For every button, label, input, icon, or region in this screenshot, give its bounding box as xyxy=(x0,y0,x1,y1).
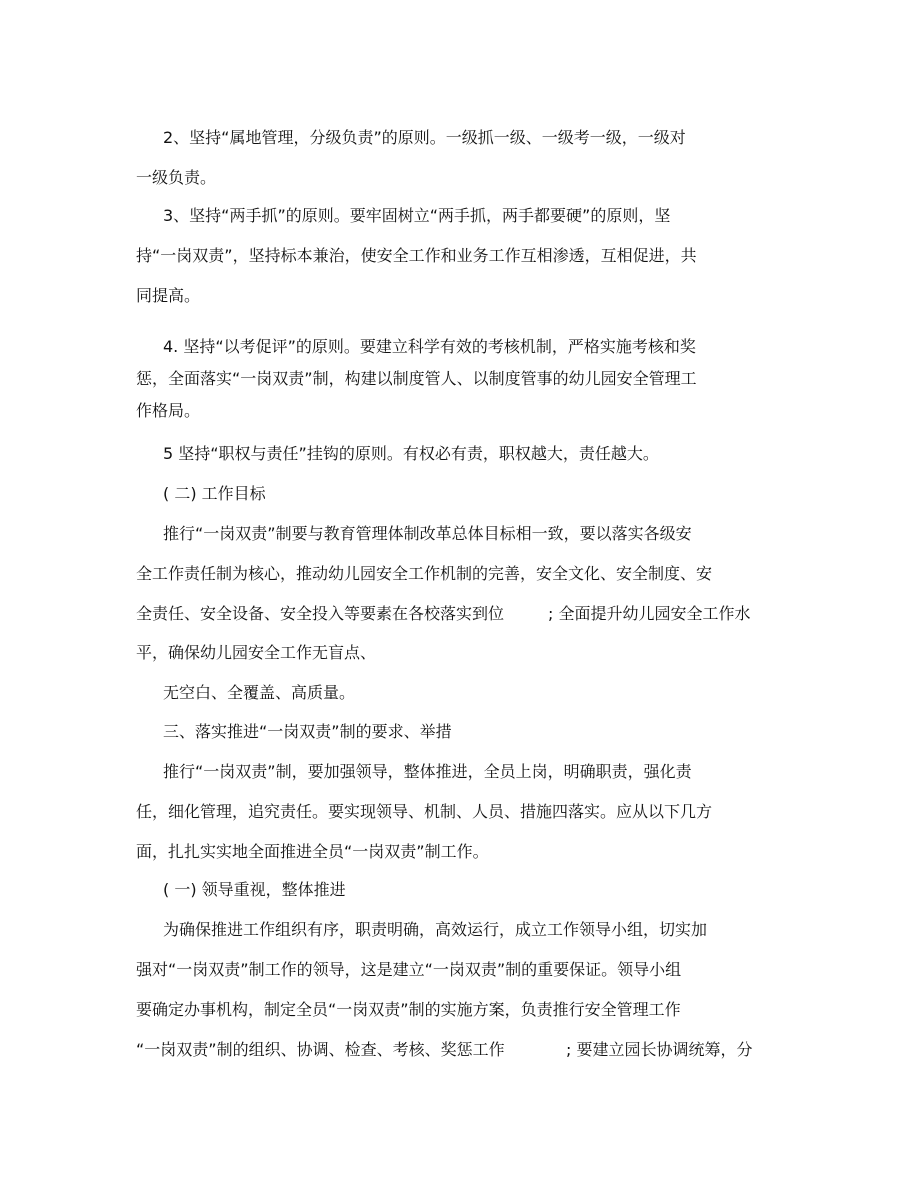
para-principle-3-line-2: 持“一岗双责”，坚持标本兼治，使安全工作和业务工作互相渗透，互相促进，共 xyxy=(136,246,697,265)
para-measures-line-2: 任，细化管理，追究责任。要实现领导、机制、人员、措施四落实。应从以下几方 xyxy=(136,802,713,821)
heading-leadership: ( 一) 领导重视，整体推进 xyxy=(163,880,346,899)
para-principle-2-line-2: 一级负责。 xyxy=(136,168,217,187)
para-goals-line-4: 平，确保幼儿园安全工作无盲点、 xyxy=(136,643,377,662)
para-leadership-line-3: 要确定办事机构，制定全员“一岗双责”制的实施方案，负责推行安全管理工作 xyxy=(136,1000,681,1019)
para-measures-line-3: 面，扎扎实实地全面推进全员“一岗双责”制工作。 xyxy=(136,842,489,861)
para-principle-2-line-1: 2、坚持“属地管理，分级负责”的原则。一级抓一级、一级考一级，一级对 xyxy=(163,128,686,147)
para-measures-line-1: 推行“一岗双责”制，要加强领导，整体推进，全员上岗，明确职责，强化责 xyxy=(163,762,692,781)
para-goals-line-5: 无空白、全覆盖、高质量。 xyxy=(163,683,356,702)
para-principle-3-line-3: 同提高。 xyxy=(136,286,201,305)
para-goals-line-1: 推行“一岗双责”制要与教育管理体制改革总体目标相一致，要以落实各级安 xyxy=(163,524,692,543)
heading-work-goals: ( 二) 工作目标 xyxy=(163,484,266,503)
heading-section-3: 三、落实推进“一岗双责”制的要求、举措 xyxy=(163,722,452,741)
para-goals-line-2: 全工作责任制为核心，推动幼儿园安全工作机制的完善，安全文化、安全制度、安 xyxy=(136,564,713,583)
para-principle-4-line-3: 作格局。 xyxy=(136,401,201,420)
para-principle-5: 5 坚持“职权与责任”挂钩的原则。有权必有责，职权越大，责任越大。 xyxy=(163,444,659,463)
para-leadership-line-4b: ; 要建立园长协调统筹，分 xyxy=(566,1040,753,1059)
para-leadership-line-4a: “一岗双责”制的组织、协调、检查、考核、奖惩工作 xyxy=(136,1040,505,1059)
para-principle-3-line-1: 3、坚持“两手抓”的原则。要牢固树立“两手抓，两手都要硬”的原则，坚 xyxy=(163,206,671,225)
para-goals-line-3a: 全责任、安全设备、安全投入等要素在各校落实到位 xyxy=(136,604,505,623)
para-principle-4-line-2: 惩，全面落实“一岗双责”制，构建以制度管人、以制度管事的幼儿园安全管理工 xyxy=(136,369,697,388)
para-goals-line-3b: ; 全面提升幼儿园安全工作水 xyxy=(548,604,751,623)
para-leadership-line-1: 为确保推进工作组织有序，职责明确，高效运行，成立工作领导小组，切实加 xyxy=(163,920,708,939)
para-leadership-line-2: 强对“一岗双责”制工作的领导，这是建立“一岗双责”制的重要保证。领导小组 xyxy=(136,960,682,979)
para-principle-4-line-1: 4. 坚持“以考促评”的原则。要建立科学有效的考核机制，严格实施考核和奖 xyxy=(163,337,696,356)
